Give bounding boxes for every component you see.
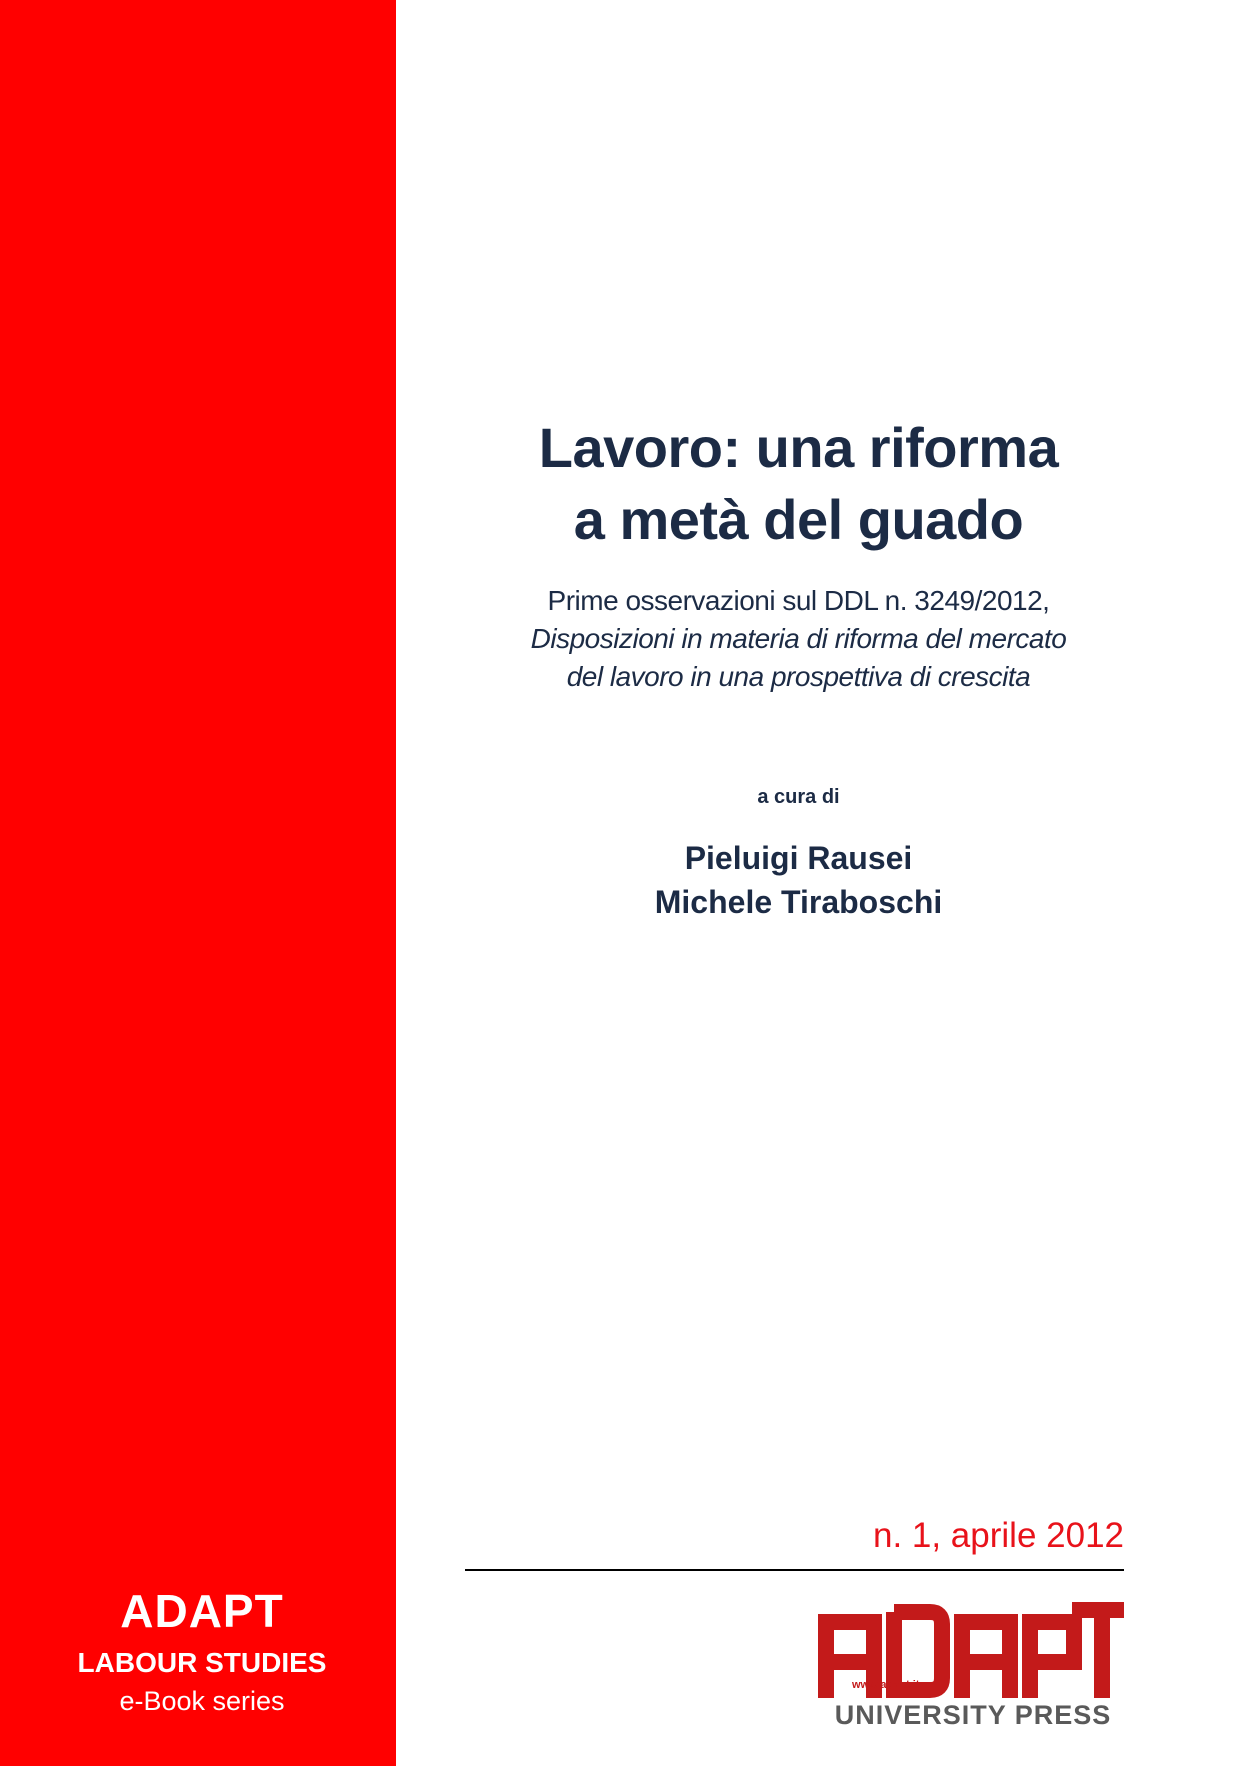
book-title [396, 412, 1201, 556]
book-subtitle [396, 582, 1201, 696]
red-sidebar [0, 0, 396, 1766]
series-name: ADAPT [120, 1585, 284, 1637]
editors [396, 836, 1201, 924]
editor-name: Pieluigi Rausei [684, 840, 913, 876]
logo-press-label: UNIVERSITY PRESS [834, 1700, 1112, 1730]
logo-url: www.adapt.it [852, 1679, 920, 1691]
subtitle-line-1: Prime osservazioni sul DDL n. 3249/2012, [547, 585, 1050, 616]
cover-content [396, 0, 1241, 1766]
series-line: LABOUR STUDIES [77, 1647, 327, 1678]
series-subtitle: e-Book series [119, 1686, 285, 1716]
editor-intro: a cura di [757, 786, 840, 808]
divider-rule [465, 1569, 1124, 1571]
subtitle-line-3: del lavoro in una prospettiva di crescita [566, 661, 1031, 692]
issue-label: n. 1, aprile 2012 [872, 1516, 1124, 1555]
editor-name: Michele Tiraboschi [654, 884, 943, 920]
title-line-2: a metà del guado [573, 488, 1024, 551]
title-line-1: Lavoro: una riforma [538, 416, 1059, 479]
subtitle-line-2: Disposizioni in materia di riforma del mercato [530, 623, 1067, 654]
adapt-logo-icon [818, 1602, 1128, 1702]
